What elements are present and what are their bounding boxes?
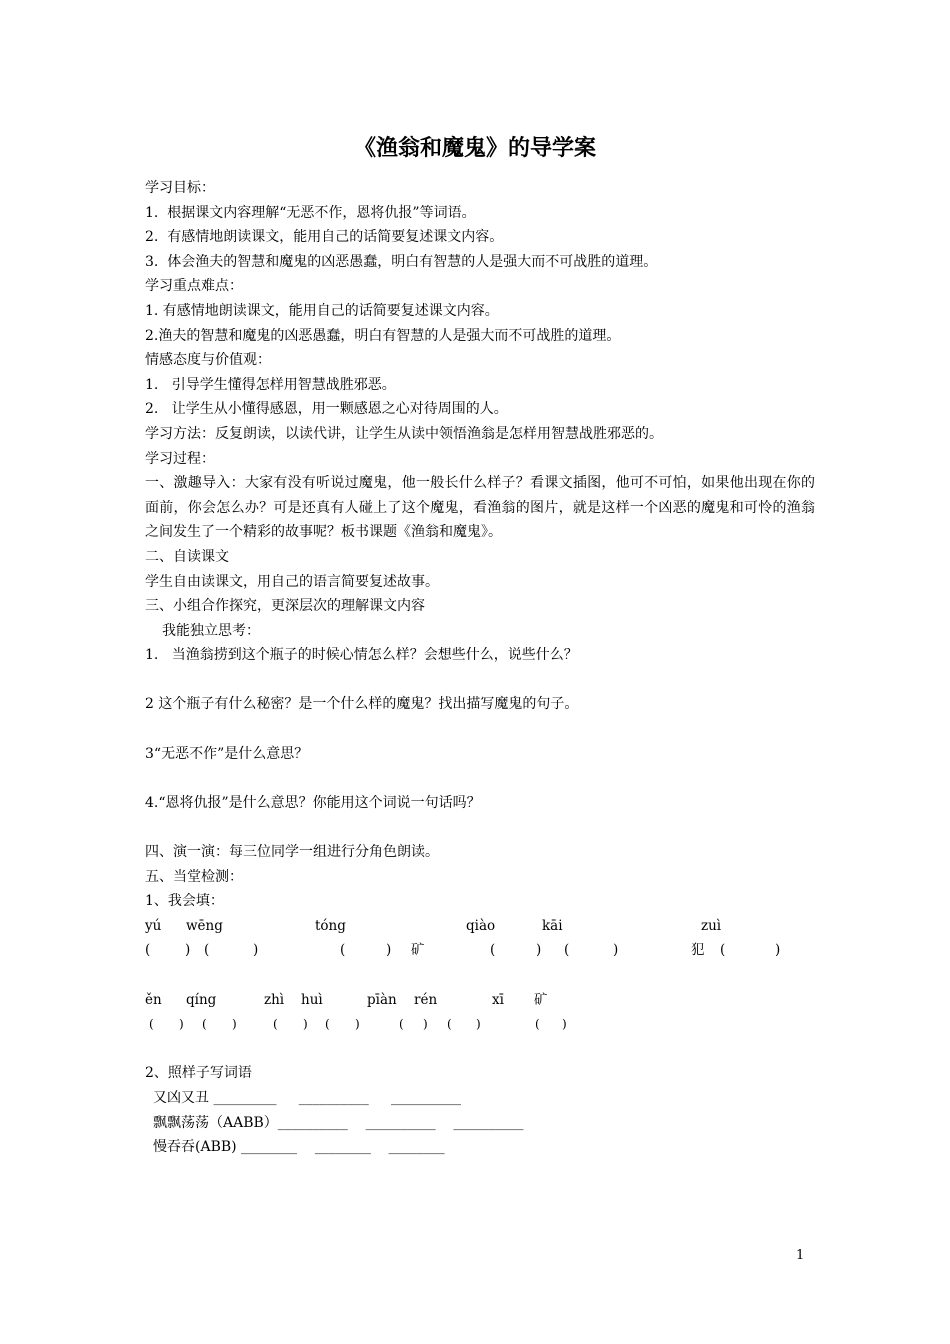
blank-row — [145, 938, 815, 963]
paren: ( — [273, 1017, 278, 1032]
blank-row — [145, 1012, 815, 1037]
pinyin-row — [145, 988, 815, 1013]
emotion-item: 2. 让学生从小懂得感恩，用一颗感恩之心对待周围的人。 — [145, 401, 508, 418]
pinyin-row — [145, 914, 815, 939]
question-item: 4.“恩将仇报”是什么意思？你能用这个词说一句话吗？ — [145, 794, 481, 811]
process-heading: 学习过程： — [145, 450, 215, 467]
goal-item: 3. 体会渔夫的智慧和魔鬼的凶恶愚蠢，明白有智慧的人是强大而不可战胜的道理。 — [145, 253, 658, 270]
step-read-text: 学生自由读课文，用自己的语言简要复述故事。 — [145, 573, 439, 590]
paren: ( — [447, 1017, 452, 1032]
emotion-heading: 情感态度与价值观： — [145, 352, 271, 369]
paren: ( — [202, 1017, 207, 1032]
paren: ) — [253, 942, 259, 959]
page-title: 《渔翁和魔鬼》的导学案 — [353, 136, 596, 161]
emotion-item: 1. 引导学生懂得怎样用智慧战胜邪恶。 — [145, 376, 396, 393]
goal-item: 1. 根据课文内容理解“无恶不作，恩将仇报”等词语。 — [145, 204, 476, 221]
goals-heading: 学习目标： — [145, 180, 215, 196]
paren: ( — [340, 942, 346, 959]
step-group: 三、小组合作探究，更深层次的理解课文内容 — [145, 598, 425, 615]
method-line: 学习方法：反复朗读，以读代讲，让学生从读中领悟渔翁是怎样用智慧战胜邪恶的。 — [145, 425, 663, 442]
document-body — [145, 176, 815, 1160]
step-read: 二、自读课文 — [145, 548, 229, 565]
pinyin: pīàn — [367, 991, 397, 1008]
fill-heading: 1、我会填： — [145, 893, 224, 910]
answer-char: 矿 — [534, 991, 548, 1008]
paren: ) — [179, 1017, 184, 1032]
paren: ( — [535, 1017, 540, 1032]
paren: ) — [303, 1017, 308, 1032]
answer-char: 矿 — [411, 942, 425, 959]
pinyin: xī — [492, 991, 504, 1008]
paren: ( — [720, 942, 726, 959]
pinyin: qíng — [186, 991, 217, 1008]
pinyin: ěn — [145, 991, 162, 1008]
paren: ( — [490, 942, 496, 959]
pinyin: zhì — [264, 991, 285, 1008]
key-heading: 学习重点难点： — [145, 278, 243, 295]
step-perform: 四、演一演：每三位同学一组进行分角色朗读。 — [145, 844, 439, 861]
pinyin: yú — [145, 917, 162, 934]
paren: ) — [562, 1017, 567, 1032]
paren: ) — [386, 942, 392, 959]
paren: ) — [775, 942, 781, 959]
pinyin: zuì — [701, 917, 722, 934]
paren: ) — [355, 1017, 360, 1032]
question-item: 2 这个瓶子有什么秘密？是一个什么样的魔鬼？找出描写魔鬼的句子。 — [145, 696, 579, 713]
answer-char: 犯 — [691, 942, 705, 959]
paren: ) — [423, 1017, 428, 1032]
pinyin: rén — [414, 991, 438, 1008]
step-test: 五、当堂检测： — [145, 868, 243, 885]
think-heading: 我能独立思考： — [162, 622, 260, 639]
paren: ) — [536, 942, 542, 959]
words-heading: 2、照样子写词语 — [145, 1065, 252, 1082]
question-item: 1. 当渔翁捞到这个瓶子的时候心情怎么样？会想些什么，说些什么？ — [145, 647, 578, 664]
step-intro: 一、激趣导入：大家有没有听说过魔鬼，他一般长什么样子？看课文插图，他可不可怕，如果他出现在你的面前，你会怎么办？可是还真有人碰上了这个魔鬼，看渔翁的图片，就是这样一个凶恶的魔鬼和可怜的渔翁之间发生了一个精彩的故事呢？板书课题《渔翁和魔鬼》。 — [145, 475, 815, 541]
pinyin: huì — [301, 991, 323, 1008]
question-item: 3“无恶不作”是什么意思？ — [145, 745, 309, 762]
paren: ( — [149, 1017, 154, 1032]
key-item: 2.渔夫的智慧和魔鬼的凶恶愚蠢，明白有智慧的人是强大而不可战胜的道理。 — [145, 327, 621, 344]
word-pattern-row: 飘飘荡荡（AABB）__________ __________ __________ — [153, 1114, 524, 1131]
pinyin: wēng — [186, 917, 223, 934]
paren: ) — [232, 1017, 237, 1032]
paren: ) — [185, 942, 191, 959]
pinyin: qiào — [466, 917, 496, 934]
key-item: 1. 有感情地朗读课文，能用自己的话简要复述课文内容。 — [145, 302, 499, 319]
paren: ( — [325, 1017, 330, 1032]
pinyin: kāi — [542, 917, 563, 934]
goal-item: 2. 有感情地朗读课文，能用自己的话简要复述课文内容。 — [145, 229, 504, 246]
page-number: 1 — [796, 1248, 805, 1263]
paren: ( — [204, 942, 210, 959]
word-pattern-row: 慢吞吞(ABB) ________ ________ ________ — [153, 1139, 445, 1156]
paren: ( — [145, 942, 151, 959]
paren: ( — [399, 1017, 404, 1032]
pinyin: tóng — [315, 917, 346, 934]
paren: ) — [476, 1017, 481, 1032]
paren: ) — [613, 942, 619, 959]
word-pattern-row: 又凶又丑 _________ __________ __________ — [153, 1089, 461, 1106]
paren: ( — [564, 942, 570, 959]
